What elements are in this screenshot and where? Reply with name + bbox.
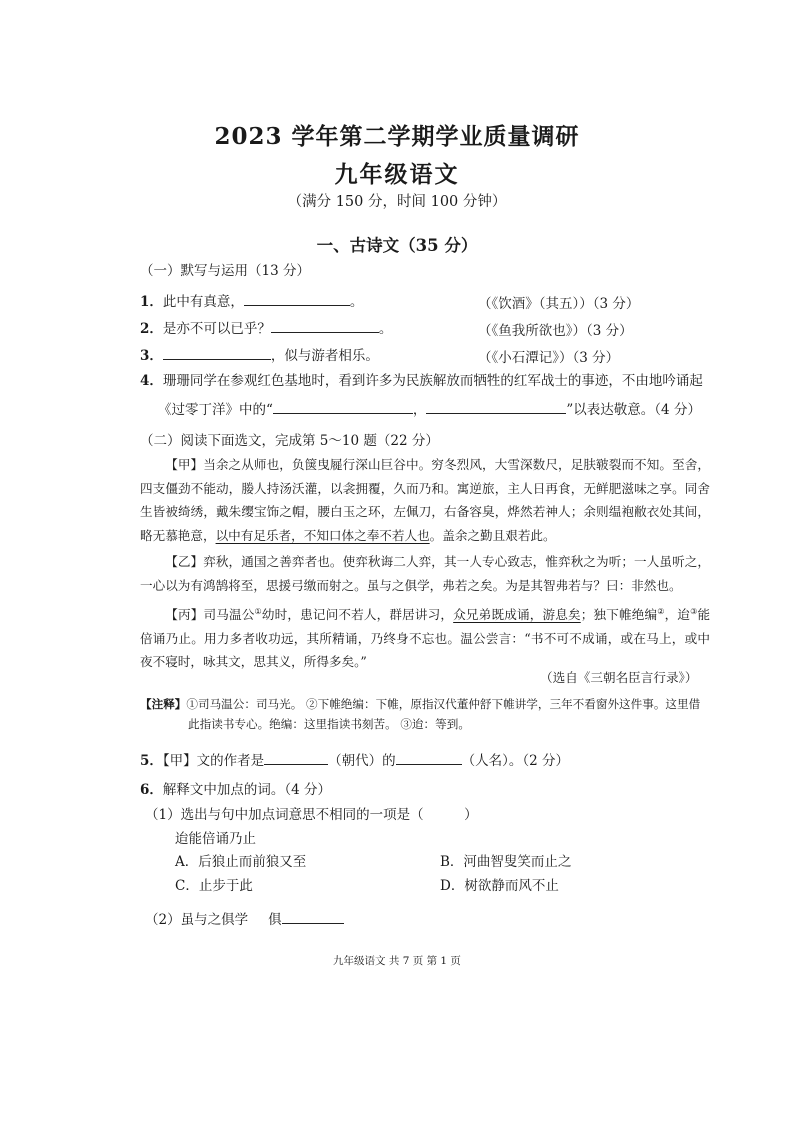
note-ref-3: ③	[690, 607, 698, 616]
q6-sentence-text: 迨能倍诵乃止	[175, 831, 256, 847]
question-3	[140, 346, 379, 365]
option-a[interactable]: A．后狼止而前狼又至	[175, 854, 307, 870]
question-4-line2	[158, 400, 701, 419]
q3-answer-blank[interactable]	[163, 346, 271, 360]
passage-source: （选自《三朝名臣言行录》）	[540, 670, 698, 685]
q2-source: （《鱼我所欲也》）（3 分）	[478, 323, 633, 339]
option-b[interactable]: B．河曲智叟笑而止之	[440, 854, 572, 870]
notes-label: 【注释】	[140, 697, 187, 711]
q6-sub1-stem: （1）选出与句中加点词意思不相同的一项是（ ）	[145, 807, 478, 823]
q6-sub1-sentence	[175, 830, 256, 848]
passage-bing	[140, 600, 710, 674]
q6-sub2-answer-blank[interactable]	[282, 910, 344, 924]
option-c[interactable]: C．止步于此	[175, 878, 253, 894]
q4-answer-blank-2[interactable]	[426, 400, 566, 414]
q1-number: 1．	[140, 294, 163, 310]
passage-yi	[140, 550, 710, 597]
q4-line2-after: ”以表达敬意。（4 分）	[566, 402, 701, 418]
passage-bing-text-2: 幼时，患记问不若人，群居讲习，	[261, 607, 454, 623]
q3-text: ，似与游者相乐。	[270, 348, 379, 364]
q1-text: 此中有真意，	[162, 294, 244, 310]
q2-text-after: 。	[378, 321, 393, 337]
passage-bing-text-4: ，迨	[664, 607, 691, 623]
q3-source: （《小石潭记》）（3 分）	[478, 350, 620, 366]
q5-dynasty-blank[interactable]	[264, 751, 328, 765]
part1-heading: （一）默写与运用（13 分）	[140, 263, 310, 279]
question-1	[140, 292, 363, 311]
q5-text-2: （朝代）的	[328, 753, 396, 769]
note-ref-1: ①	[254, 607, 262, 616]
q5-text-1: 【甲】文的作者是	[162, 753, 265, 769]
q6-sub2-label: （2）虽与之俱学	[145, 912, 249, 928]
q6-text: 解释文中加点的词。（4 分）	[162, 782, 332, 798]
question-4	[140, 372, 703, 390]
q6-sub2-term: 俱	[268, 912, 282, 928]
q2-text: 是亦不可以已乎？	[162, 321, 271, 337]
page-footer: 九年级语文 共 7 页 第 1 页	[333, 955, 461, 967]
exam-title: 2023 学年第二学期学业质量调研	[214, 123, 580, 150]
q1-text-after: 。	[349, 294, 364, 310]
q4-line2-mid: ，	[412, 402, 427, 418]
passage-jia-text: 【甲】当余之从师也，负箧曳屣行深山巨谷中。穷冬烈风，大雪深数尺，足肤皲裂而不知。至舍，四支僵劲不能动，媵人持汤沃灌，以衾拥覆，久而乃和。寓逆旅，主人日再食，无鲜肥滋味之享。同舍生皆被绮绣，戴朱缨宝饰之帽，腰白玉之环，左佩刀，右备容臭，烨然若神人；余则缊袍敝衣处其间，略无慕艳意，	[140, 457, 710, 543]
q5-number: 5．	[140, 753, 163, 769]
passage-yi-text: 【乙】弈秋，通国之善弈者也。使弈秋诲二人弈，其一人专心致志，惟弈秋之为听；一人虽听之，一心以为有鸿鹄将至，思援弓缴而射之。虽与之俱学，弗若之矣。为是其智弗若与？曰：非然也。	[140, 554, 710, 593]
exam-subtitle: 九年级语文	[334, 161, 460, 188]
q5-text-3: （人名）。（2 分）	[461, 753, 570, 769]
passage-jia	[140, 453, 710, 547]
section-title: 一、古诗文（35 分）	[316, 236, 478, 255]
passage-bing-text-3: ；独下帷绝编	[580, 607, 658, 623]
q1-source: （《饮酒》（其五））（3 分）	[478, 296, 640, 312]
q4-number: 4．	[140, 373, 163, 389]
q6-sub2	[145, 910, 344, 929]
question-6	[140, 781, 331, 799]
passage-jia-end: 。盖余之勤且艰若此。	[429, 527, 556, 543]
q4-answer-blank-1[interactable]	[273, 400, 413, 414]
notes-text: ①司马温公：司马光。 ②下帷绝编：下帷，原指汉代董仲舒下帷讲学，三年不看窗外这件事。这里借此指读书专心。绝编：这里指读书刻苦。 ③迨：等到。	[186, 697, 701, 731]
exam-note: （满分 150 分，时间 100 分钟）	[287, 194, 507, 210]
q1-answer-blank[interactable]	[244, 292, 350, 306]
q6-number: 6．	[140, 782, 163, 798]
q2-number: 2．	[140, 321, 163, 337]
note-ref-2: ②	[657, 607, 665, 616]
passage-jia-underlined: 以中有足乐者，不知口体之奉不若人也	[215, 527, 430, 543]
q2-answer-blank[interactable]	[271, 319, 379, 333]
question-2	[140, 319, 392, 338]
passage-bing-text-5: 能倍诵乃止。用力多者收功远，其所精诵，乃终身不忘也。温公尝言：“书不可不成诵，或在马上，或中夜不寝时，咏其文，思其义，所得多矣。”	[140, 607, 711, 670]
part2-heading: （二）阅读下面选文，完成第 5～10 题（22 分）	[140, 433, 439, 449]
reading-passage	[140, 453, 710, 677]
annotations	[140, 694, 710, 734]
q4-line1: 珊珊同学在参观红色基地时，看到许多为民族解放而牺牲的红军战士的事迹，不由地吟诵起	[162, 373, 703, 389]
passage-bing-underlined: 众兄弟既成诵，游息矣	[453, 607, 581, 623]
passage-bing-text-1: 【丙】司马温公	[165, 607, 255, 623]
option-d[interactable]: D．树欲静而风不止	[440, 878, 559, 894]
q3-number: 3．	[140, 348, 163, 364]
q5-author-blank[interactable]	[396, 751, 462, 765]
question-5	[140, 751, 569, 770]
q4-line2-before: 《过零丁洋》中的“	[158, 402, 273, 418]
